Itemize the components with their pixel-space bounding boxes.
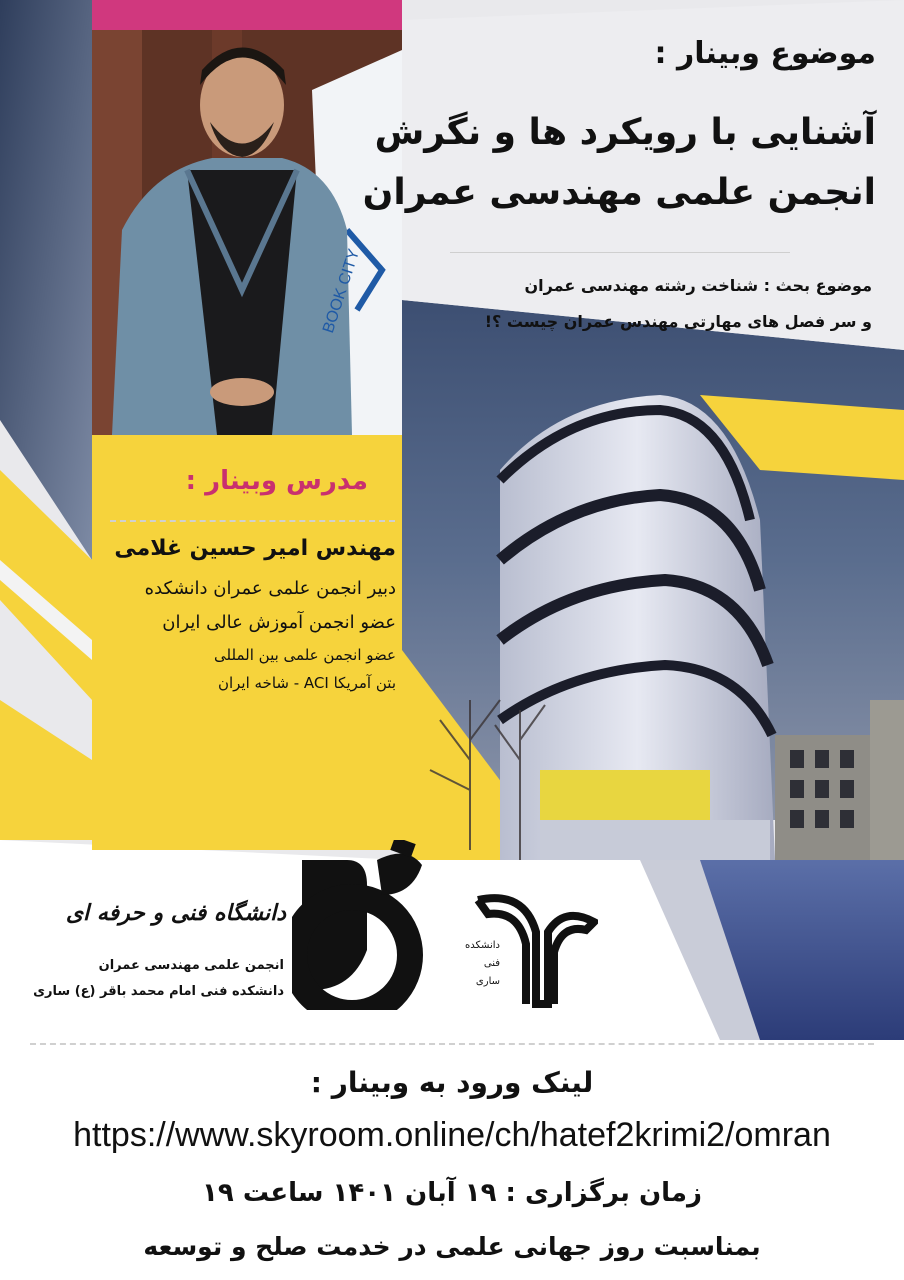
webinar-link[interactable]: https://www.skyroom.online/ch/hatef2krimi2/omran — [73, 1116, 831, 1154]
topic-separator — [450, 252, 790, 253]
link-heading: لینک ورود به وبینار : — [310, 1066, 594, 1099]
sari-logo-line2: فنی — [483, 958, 500, 969]
university-name: دانشگاه فنی و حرفه ای — [65, 900, 286, 926]
instructor-photo — [92, 30, 402, 435]
association-caption: انجمن علمی مهندسی عمران — [98, 958, 284, 973]
event-occasion: بمناسبت روز جهانی علمی در خدمت صلح و توسعه — [143, 1232, 761, 1261]
bottom-divider — [30, 1043, 874, 1045]
topic-heading: موضوع وبینار : — [654, 36, 876, 71]
instructor-role-1: دبیر انجمن علمی عمران دانشکده — [144, 578, 396, 599]
instructor-separator — [110, 520, 395, 522]
instructor-role-2: عضو انجمن آموزش عالی ایران — [162, 612, 396, 633]
flag-label: BOOK CITY — [320, 247, 364, 336]
sari-logo-line1: دانشکده — [465, 940, 500, 951]
faculty-caption: دانشکده فنی امام محمد باقر (ع) ساری — [33, 984, 284, 999]
instructor-role-3: عضو انجمن علمی بین المللی — [214, 646, 396, 664]
university-logo — [292, 840, 442, 1010]
topic-subject-line2: و سر فصل های مهارتی مهندس عمران چیست ؟! — [484, 312, 872, 331]
topic-subject-line1: موضوع بحث : شناخت رشته مهندسی عمران — [524, 276, 872, 295]
instructor-name: مهندس امیر حسین غلامی — [114, 536, 396, 561]
instructor-role-4: بتن آمریکا ACI - شاخه ایران — [217, 674, 396, 692]
sari-faculty-logo — [474, 892, 598, 1010]
topic-title-line2: انجمن علمی مهندسی عمران — [362, 172, 876, 213]
sari-logo-line3: ساری — [475, 976, 500, 987]
topic-title-line1: آشنایی با رویکرد ها و نگرش — [374, 112, 876, 153]
instructor-heading: مدرس وبینار : — [185, 466, 368, 496]
event-time: زمان برگزاری : ۱۹ آبان ۱۴۰۱ ساعت ۱۹ — [202, 1178, 702, 1208]
